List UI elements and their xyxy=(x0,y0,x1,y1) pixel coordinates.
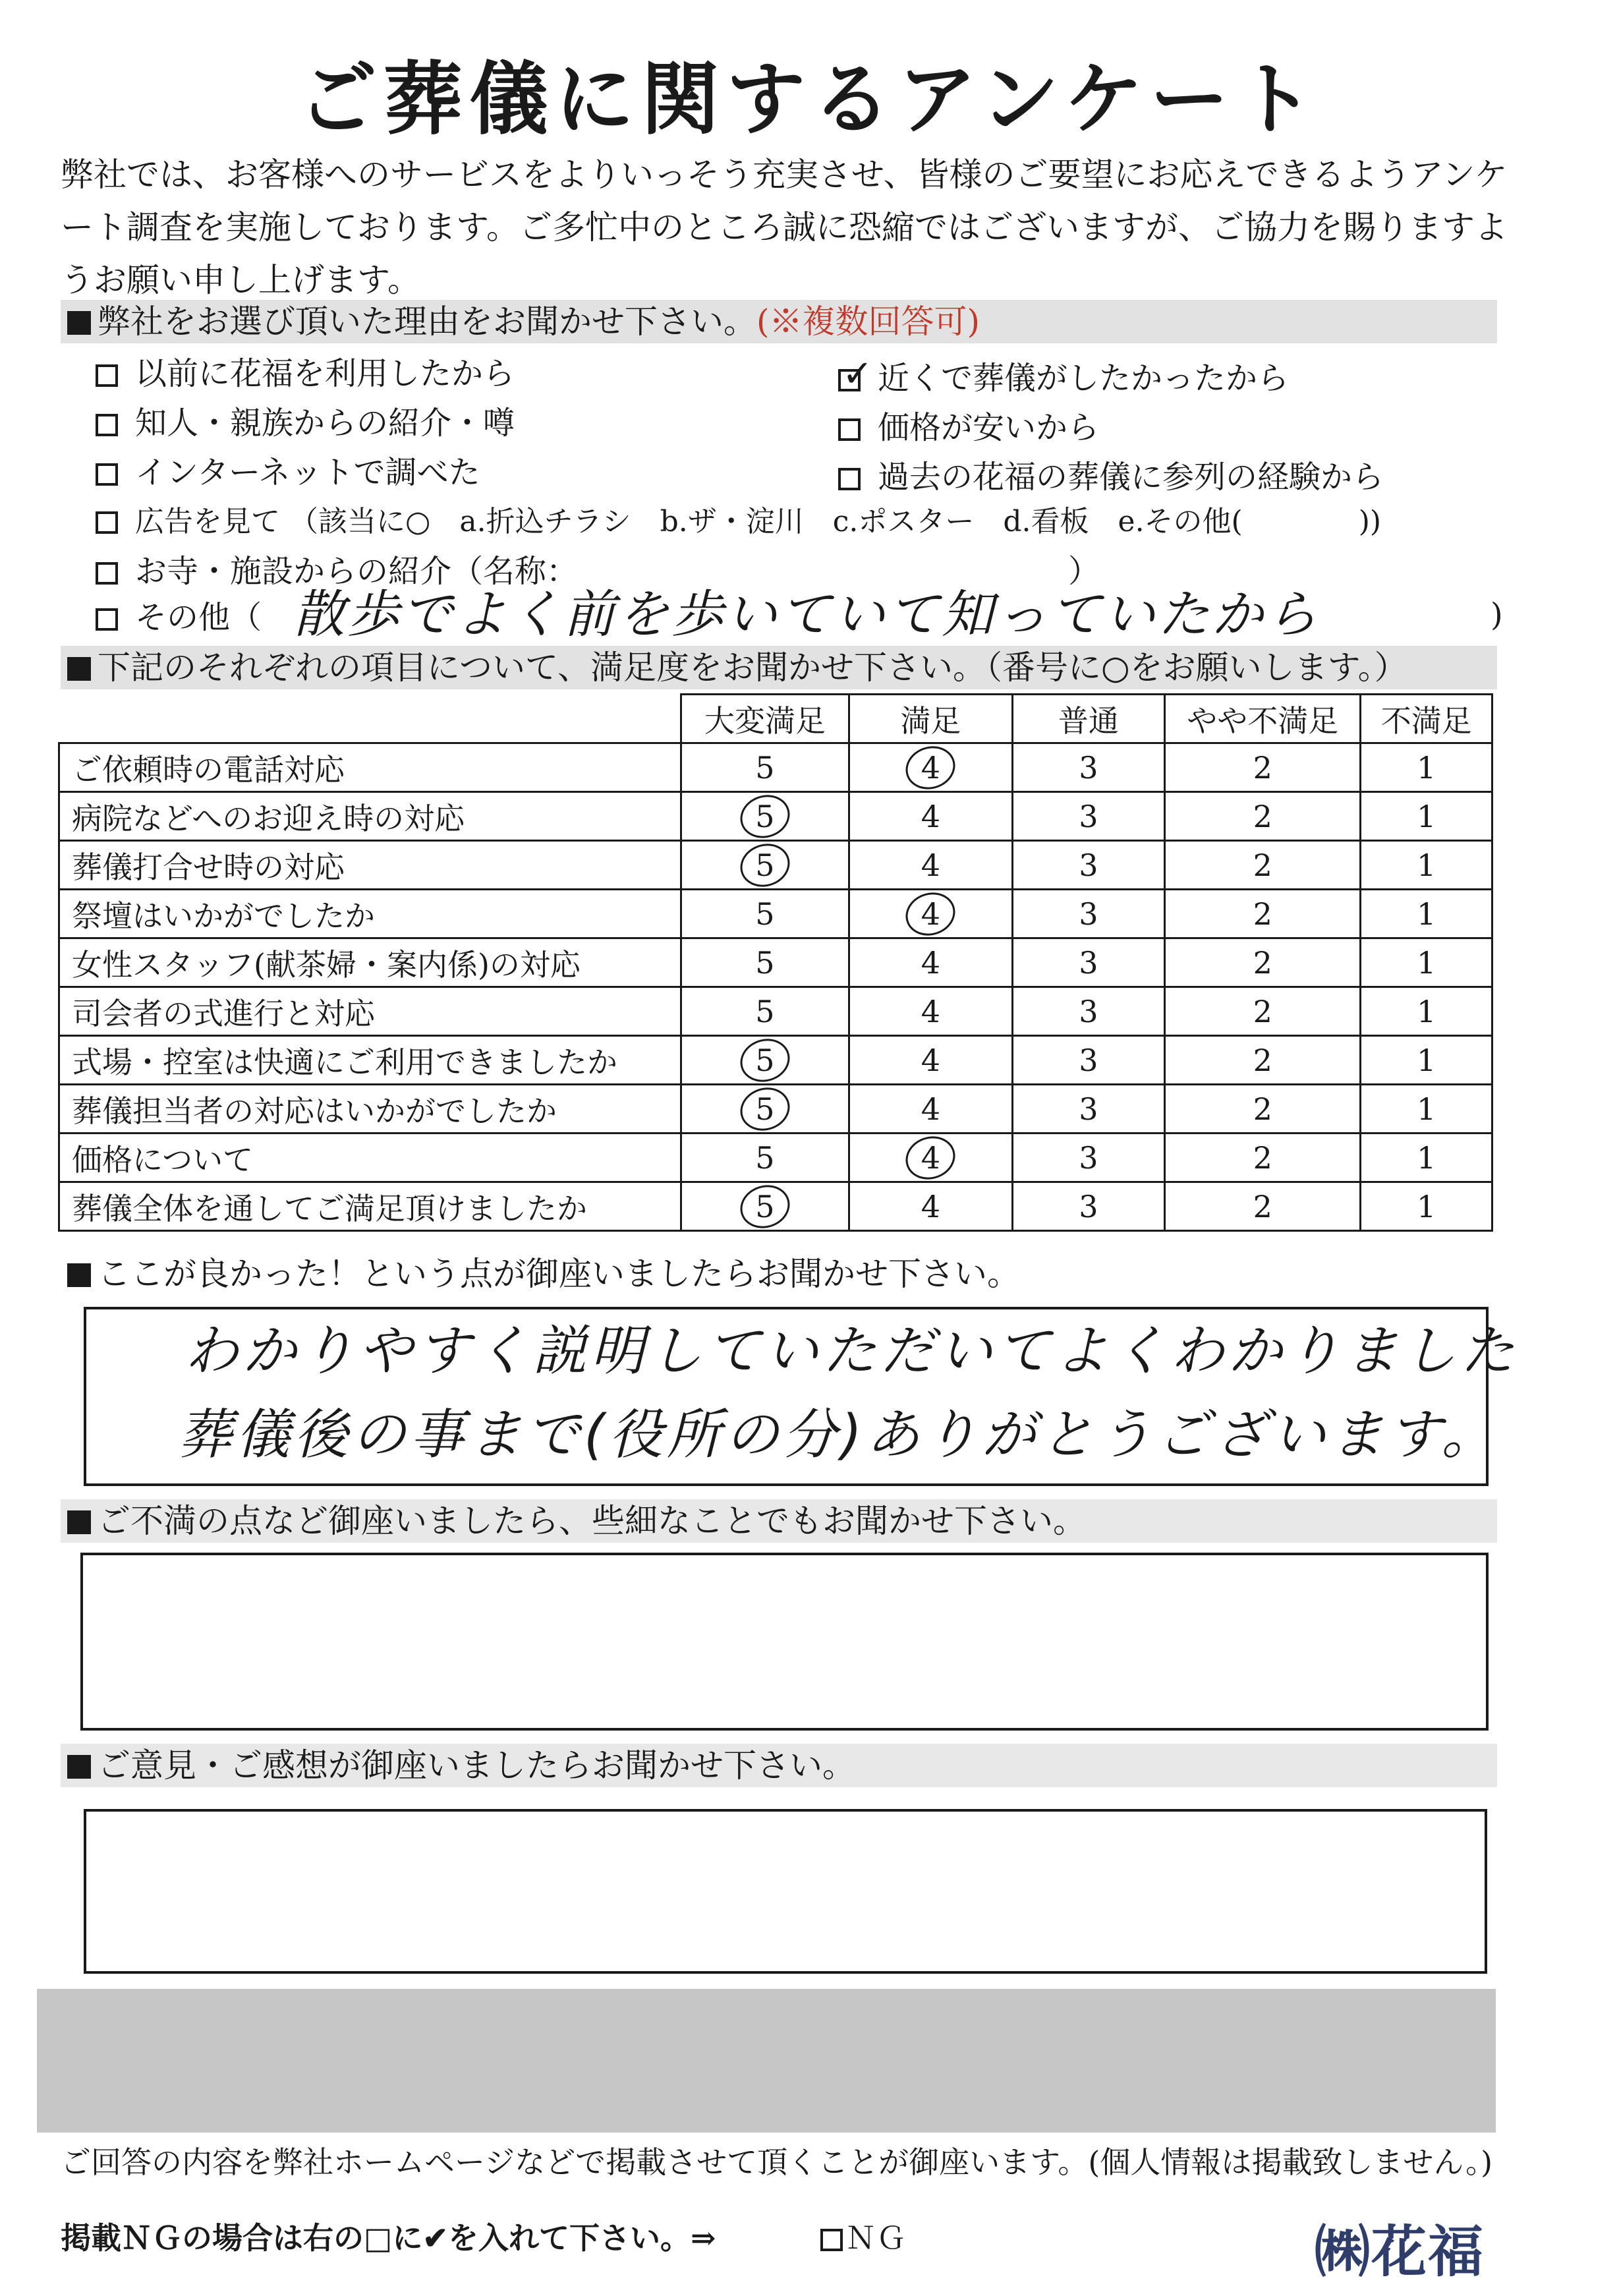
score-option[interactable] xyxy=(1165,1134,1361,1182)
score-option[interactable] xyxy=(849,890,1012,938)
square-bullet-icon xyxy=(67,311,91,335)
ng-checkbox[interactable] xyxy=(820,2229,843,2251)
score-value: 2 xyxy=(1253,1188,1272,1224)
table-row xyxy=(59,1182,1492,1231)
score-value: 4 xyxy=(921,1042,941,1078)
score-option[interactable] xyxy=(849,1036,1012,1085)
score-option[interactable] xyxy=(849,743,1012,792)
score-value: 3 xyxy=(1079,1188,1098,1224)
score-option[interactable] xyxy=(681,987,849,1036)
selected-circle-icon xyxy=(900,886,961,941)
square-bullet-icon xyxy=(67,1263,91,1287)
satisfaction-heading: 下記のそれぞれの項目について、満足度をお聞かせ下さい。（番号に○をお願いします。） xyxy=(98,648,1407,687)
row-label: ご依頼時の電話対応 xyxy=(59,743,681,792)
score-option[interactable] xyxy=(1012,938,1164,987)
score-value: 5 xyxy=(755,749,775,786)
other-close-paren: ) xyxy=(1491,596,1503,633)
empty-header-cell xyxy=(59,695,681,743)
check-mark-icon: ✓ xyxy=(842,353,873,395)
score-option[interactable] xyxy=(1361,987,1492,1036)
score-option[interactable] xyxy=(1361,792,1492,841)
column-header: 普通 xyxy=(1012,695,1164,743)
score-value: 1 xyxy=(1417,749,1436,786)
reason-option[interactable]: 以前に花福を利用したから xyxy=(96,348,515,393)
reason-option-other[interactable]: その他（ xyxy=(96,592,262,637)
reasons-section-header xyxy=(61,300,1497,343)
score-value: 4 xyxy=(921,993,941,1029)
score-option[interactable] xyxy=(1165,841,1361,890)
score-value: 5 xyxy=(755,1042,775,1078)
score-option[interactable] xyxy=(1361,1085,1492,1134)
reason-option[interactable]: 知人・親族からの紹介・噂 xyxy=(96,397,515,443)
table-row xyxy=(59,938,1492,987)
column-header: やや不満足 xyxy=(1165,695,1361,743)
score-value: 4 xyxy=(921,944,941,981)
score-value: 4 xyxy=(921,896,941,932)
score-value: 1 xyxy=(1417,1139,1436,1176)
score-option[interactable] xyxy=(1361,1182,1492,1231)
good-points-line-2: 葬儀後の事まで(役所の分)ありがとうございます。 xyxy=(178,1404,1500,1466)
checkbox[interactable] xyxy=(96,562,118,585)
redacted-area xyxy=(37,1989,1496,2133)
score-option[interactable] xyxy=(1165,1085,1361,1134)
selected-circle-icon xyxy=(735,837,795,892)
score-value: 5 xyxy=(755,993,775,1029)
table-row xyxy=(59,792,1492,841)
checkbox-checked[interactable] xyxy=(838,353,873,395)
row-label: 葬儀全体を通してご満足頂けましたか xyxy=(59,1182,681,1231)
selected-circle-icon xyxy=(735,1032,795,1087)
good-points-line-1: わかりやすく説明していただいてよくわかりました xyxy=(185,1320,1518,1383)
reasons-note: (※複数回答可) xyxy=(756,302,980,341)
score-option[interactable] xyxy=(1012,1182,1164,1231)
footer-notice: ご回答の内容を弊社ホームページなどで掲載させて頂くことが御座います。(個人情報は掲載致しません。) xyxy=(61,2144,1493,2180)
table-row xyxy=(59,890,1492,938)
score-option[interactable] xyxy=(849,1182,1012,1231)
score-option[interactable] xyxy=(1361,890,1492,938)
opinions-section-header xyxy=(61,1744,1497,1787)
score-value: 5 xyxy=(755,1091,775,1127)
score-option[interactable] xyxy=(1361,1134,1492,1182)
row-label: 葬儀打合せ時の対応 xyxy=(59,841,681,890)
score-value: 3 xyxy=(1079,1139,1098,1176)
checkbox[interactable] xyxy=(96,608,118,631)
score-option[interactable] xyxy=(681,792,849,841)
complaints-section-header xyxy=(61,1499,1497,1543)
score-option[interactable] xyxy=(1165,1036,1361,1085)
score-option[interactable] xyxy=(1361,1036,1492,1085)
score-option[interactable] xyxy=(1165,938,1361,987)
row-label: 病院などへのお迎え時の対応 xyxy=(59,792,681,841)
score-option[interactable] xyxy=(1165,792,1361,841)
page-title: ご葬儀に関するアンケート xyxy=(298,53,1321,146)
score-value: 1 xyxy=(1417,1091,1436,1127)
row-label: 女性スタッフ(献茶婦・案内係)の対応 xyxy=(59,938,681,987)
score-option[interactable] xyxy=(1012,987,1164,1036)
square-bullet-icon xyxy=(67,657,91,681)
score-option[interactable] xyxy=(849,987,1012,1036)
score-value: 5 xyxy=(755,944,775,981)
score-option[interactable] xyxy=(849,1134,1012,1182)
square-bullet-icon xyxy=(67,1510,91,1534)
score-value: 4 xyxy=(921,1139,941,1176)
score-value: 2 xyxy=(1253,993,1272,1029)
score-option[interactable] xyxy=(1165,1182,1361,1231)
selected-circle-icon xyxy=(735,1178,795,1234)
score-value: 2 xyxy=(1253,1139,1272,1176)
other-reason-handwritten: 散歩でよく前を歩いていて知っていたから xyxy=(293,585,1321,645)
selected-circle-icon xyxy=(900,739,961,795)
score-option[interactable] xyxy=(681,743,849,792)
checkbox[interactable] xyxy=(96,511,118,534)
row-label: 式場・控室は快適にご利用できましたか xyxy=(59,1036,681,1085)
complaints-heading: ご不満の点など御座いましたら、些細なことでもお聞かせ下さい。 xyxy=(98,1502,1086,1540)
reason-option-temple[interactable]: お寺・施設からの紹介（名称： ） xyxy=(96,546,1100,591)
score-option[interactable] xyxy=(849,792,1012,841)
score-option[interactable] xyxy=(849,841,1012,890)
reason-option[interactable]: 価格が安いから xyxy=(838,402,1099,447)
score-value: 3 xyxy=(1079,896,1098,932)
score-value: 1 xyxy=(1417,798,1436,834)
satisfaction-table xyxy=(58,693,1493,1232)
score-option[interactable] xyxy=(681,841,849,890)
score-option[interactable] xyxy=(1361,841,1492,890)
score-value: 2 xyxy=(1253,896,1272,932)
intro-text: 弊社では、お客様へのサービスをよりいっそう充実させ、皆様のご要望にお応えできるようアンケート調査を実施しております。ご多忙中のところ誠に恐縮ではございますが、ご協力を賜りますようお願い申し上げます。 xyxy=(61,156,1508,299)
score-option[interactable] xyxy=(1012,1134,1164,1182)
checkbox[interactable] xyxy=(96,364,118,387)
score-option[interactable] xyxy=(1165,890,1361,938)
score-value: 3 xyxy=(1079,847,1098,883)
score-value: 3 xyxy=(1079,798,1098,834)
score-option[interactable] xyxy=(1012,841,1164,890)
score-value: 2 xyxy=(1253,847,1272,883)
table-row xyxy=(59,743,1492,792)
row-label: 司会者の式進行と対応 xyxy=(59,987,681,1036)
square-bullet-icon xyxy=(67,1755,91,1779)
checkbox[interactable] xyxy=(96,463,118,486)
score-option[interactable] xyxy=(849,1085,1012,1134)
score-option[interactable] xyxy=(1361,743,1492,792)
score-value: 5 xyxy=(755,847,775,883)
opinions-box[interactable] xyxy=(84,1809,1487,1974)
column-header: 大変満足 xyxy=(681,695,849,743)
score-value: 4 xyxy=(921,847,941,883)
score-option[interactable] xyxy=(681,890,849,938)
score-option[interactable] xyxy=(681,1182,849,1231)
score-value: 1 xyxy=(1417,1042,1436,1078)
score-option[interactable] xyxy=(1012,890,1164,938)
score-value: 1 xyxy=(1417,993,1436,1029)
column-header: 不満足 xyxy=(1361,695,1492,743)
selected-circle-icon xyxy=(735,788,795,844)
score-option[interactable] xyxy=(849,938,1012,987)
score-value: 3 xyxy=(1079,944,1098,981)
reason-option[interactable]: 過去の花福の葬儀に参列の経験から xyxy=(838,451,1384,497)
footer-ng-instruction: 掲載ＮＧの場合は右の□に✔を入れて下さい。⇒ xyxy=(61,2220,716,2256)
table-header-row xyxy=(59,695,1492,743)
opinions-heading: ご意見・ご感想が御座いましたらお聞かせ下さい。 xyxy=(98,1746,855,1785)
reason-option[interactable]: インターネットで調べた xyxy=(96,447,480,492)
score-option[interactable] xyxy=(1012,1036,1164,1085)
score-value: 2 xyxy=(1253,798,1272,834)
score-option[interactable] xyxy=(681,1134,849,1182)
score-value: 5 xyxy=(755,896,775,932)
reason-option-ads[interactable]: 広告を見て （該当に○ a.折込チラシ b.ザ・淀川 c.ポスター d.看板 e.その他( )) xyxy=(96,498,1381,540)
score-value: 1 xyxy=(1417,944,1436,981)
good-points-heading: ここが良かった！という点が御座いましたらお聞かせ下さい。 xyxy=(98,1255,1020,1293)
checkbox[interactable] xyxy=(838,468,861,490)
score-option[interactable] xyxy=(681,1036,849,1085)
table-row xyxy=(59,841,1492,890)
score-value: 2 xyxy=(1253,749,1272,786)
score-value: 5 xyxy=(755,1139,775,1176)
score-option[interactable] xyxy=(1012,1085,1164,1134)
score-value: 3 xyxy=(1079,993,1098,1029)
satisfaction-section-header xyxy=(61,646,1497,689)
good-points-section-header xyxy=(61,1252,1497,1296)
selected-circle-icon xyxy=(735,1081,795,1136)
score-value: 1 xyxy=(1417,896,1436,932)
score-value: 3 xyxy=(1079,1091,1098,1127)
checkbox[interactable] xyxy=(96,414,118,436)
score-option[interactable] xyxy=(1012,743,1164,792)
score-value: 5 xyxy=(755,798,775,834)
score-value: 4 xyxy=(921,798,941,834)
table-row xyxy=(59,1036,1492,1085)
score-option[interactable] xyxy=(1361,938,1492,987)
score-value: 1 xyxy=(1417,1188,1436,1224)
score-value: 3 xyxy=(1079,1042,1098,1078)
score-value: 5 xyxy=(755,1188,775,1224)
row-label: 価格について xyxy=(59,1134,681,1182)
score-option[interactable] xyxy=(681,1085,849,1134)
checkbox[interactable] xyxy=(838,418,861,441)
selected-circle-icon xyxy=(900,1130,961,1185)
company-logo: ㈱花福 xyxy=(1315,2220,1485,2284)
score-value: 4 xyxy=(921,749,941,786)
score-option[interactable] xyxy=(1012,792,1164,841)
reason-option-checked[interactable]: ✓ 近くで葬儀がしたかったから xyxy=(838,353,1289,398)
table-row xyxy=(59,1085,1492,1134)
table-row xyxy=(59,987,1492,1036)
score-value: 2 xyxy=(1253,1042,1272,1078)
score-option[interactable] xyxy=(681,938,849,987)
reasons-heading: 弊社をお選び頂いた理由をお聞かせ下さい。 xyxy=(98,302,756,341)
row-label: 葬儀担当者の対応はいかがでしたか xyxy=(59,1085,681,1134)
score-value: 4 xyxy=(921,1091,941,1127)
table-row xyxy=(59,1134,1492,1182)
score-option[interactable] xyxy=(1165,743,1361,792)
score-option[interactable] xyxy=(1165,987,1361,1036)
ng-option[interactable]: ＮＧ xyxy=(820,2214,906,2258)
column-header: 満足 xyxy=(849,695,1012,743)
score-value: 4 xyxy=(921,1188,941,1224)
complaints-box[interactable] xyxy=(80,1553,1489,1731)
score-value: 3 xyxy=(1079,749,1098,786)
score-value: 2 xyxy=(1253,1091,1272,1127)
score-value: 1 xyxy=(1417,847,1436,883)
row-label: 祭壇はいかがでしたか xyxy=(59,890,681,938)
score-value: 2 xyxy=(1253,944,1272,981)
